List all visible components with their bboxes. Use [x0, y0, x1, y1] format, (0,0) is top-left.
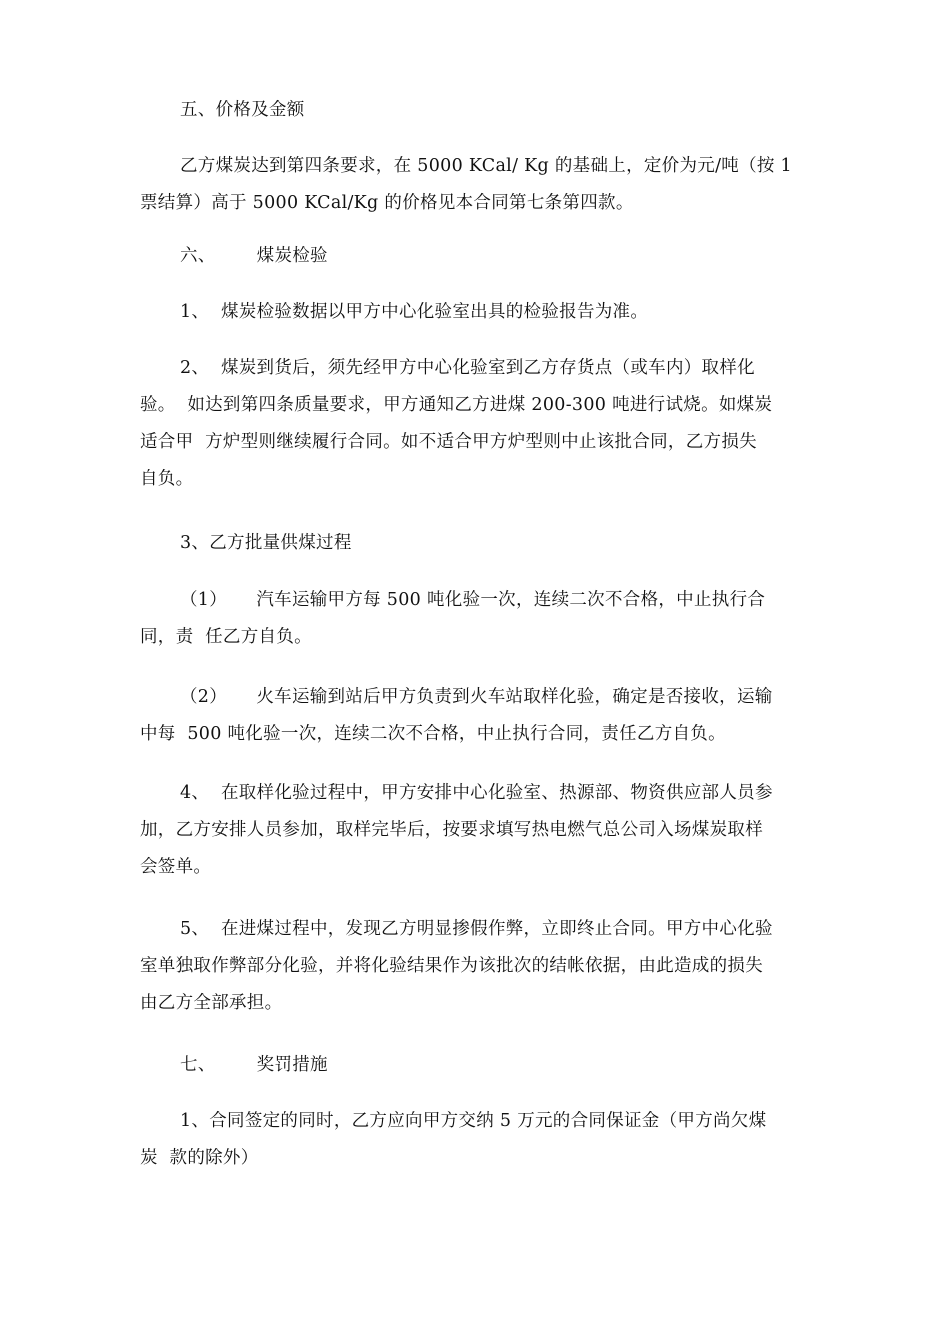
paragraph — [140, 148, 815, 222]
text-line: 3、乙方批量供煤过程 — [180, 533, 352, 553]
paragraph — [140, 525, 815, 562]
text-line: 1、 煤炭检验数据以甲方中心化验室出具的检验报告为准。 — [180, 302, 649, 322]
text-line: 自负。 — [140, 469, 194, 489]
text-line: 由乙方全部承担。 — [140, 993, 283, 1013]
text-line: 会签单。 — [140, 857, 212, 877]
text-line: 室单独取作弊部分化验，并将化验结果作为该批次的结帐依据，由此造成的损失 — [140, 956, 763, 976]
text-line: 票结算）高于 5000 KCal/Kg 的价格见本合同第七条第四款。 — [140, 193, 634, 213]
paragraph — [140, 775, 815, 886]
text-line: 1、合同签定的同时，乙方应向甲方交纳 5 万元的合同保证金（甲方尚欠煤 — [180, 1111, 767, 1131]
text-line: 炭 款的除外） — [140, 1148, 259, 1168]
text-line: （2） 火车运输到站后甲方负责到火车站取样化验，确定是否接收，运输 — [180, 687, 773, 707]
paragraph — [140, 911, 815, 1022]
section-heading — [140, 1047, 815, 1084]
paragraph — [140, 294, 815, 331]
text-line: 适合甲 方炉型则继续履行合同。如不适合甲方炉型则中止该批合同，乙方损失 — [140, 432, 757, 452]
text-line: 五、价格及金额 — [180, 100, 305, 120]
paragraph — [140, 582, 815, 656]
text-line: 乙方煤炭达到第四条要求，在 5000 KCal/ Kg 的基础上，定价为元/吨（按 1 — [180, 156, 792, 176]
text-line: 4、 在取样化验过程中，甲方安排中心化验室、热源部、物资供应部人员参 — [180, 783, 773, 803]
text-line: 中每 500 吨化验一次，连续二次不合格，中止执行合同，责任乙方自负。 — [140, 724, 726, 744]
text-line: 七、 奖罚措施 — [180, 1055, 328, 1075]
text-line: 5、 在进煤过程中，发现乙方明显掺假作弊，立即终止合同。甲方中心化验 — [180, 919, 773, 939]
text-line: 六、 煤炭检验 — [180, 246, 328, 266]
text-line: 加，乙方安排人员参加，取样完毕后，按要求填写热电燃气总公司入场煤炭取样 — [140, 820, 763, 840]
text-line: 同，责 任乙方自负。 — [140, 627, 312, 647]
paragraph — [140, 679, 815, 753]
text-line: （1） 汽车运输甲方每 500 吨化验一次，连续二次不合格，中止执行合 — [180, 590, 766, 610]
text-line: 2、 煤炭到货后，须先经甲方中心化验室到乙方存货点（或车内）取样化 — [180, 358, 755, 378]
paragraph — [140, 1103, 815, 1177]
paragraph — [140, 350, 815, 498]
section-heading — [140, 238, 815, 275]
section-heading — [140, 92, 815, 129]
text-line: 验。 如达到第四条质量要求，甲方通知乙方进煤 200-300 吨进行试烧。如煤炭 — [140, 395, 773, 415]
